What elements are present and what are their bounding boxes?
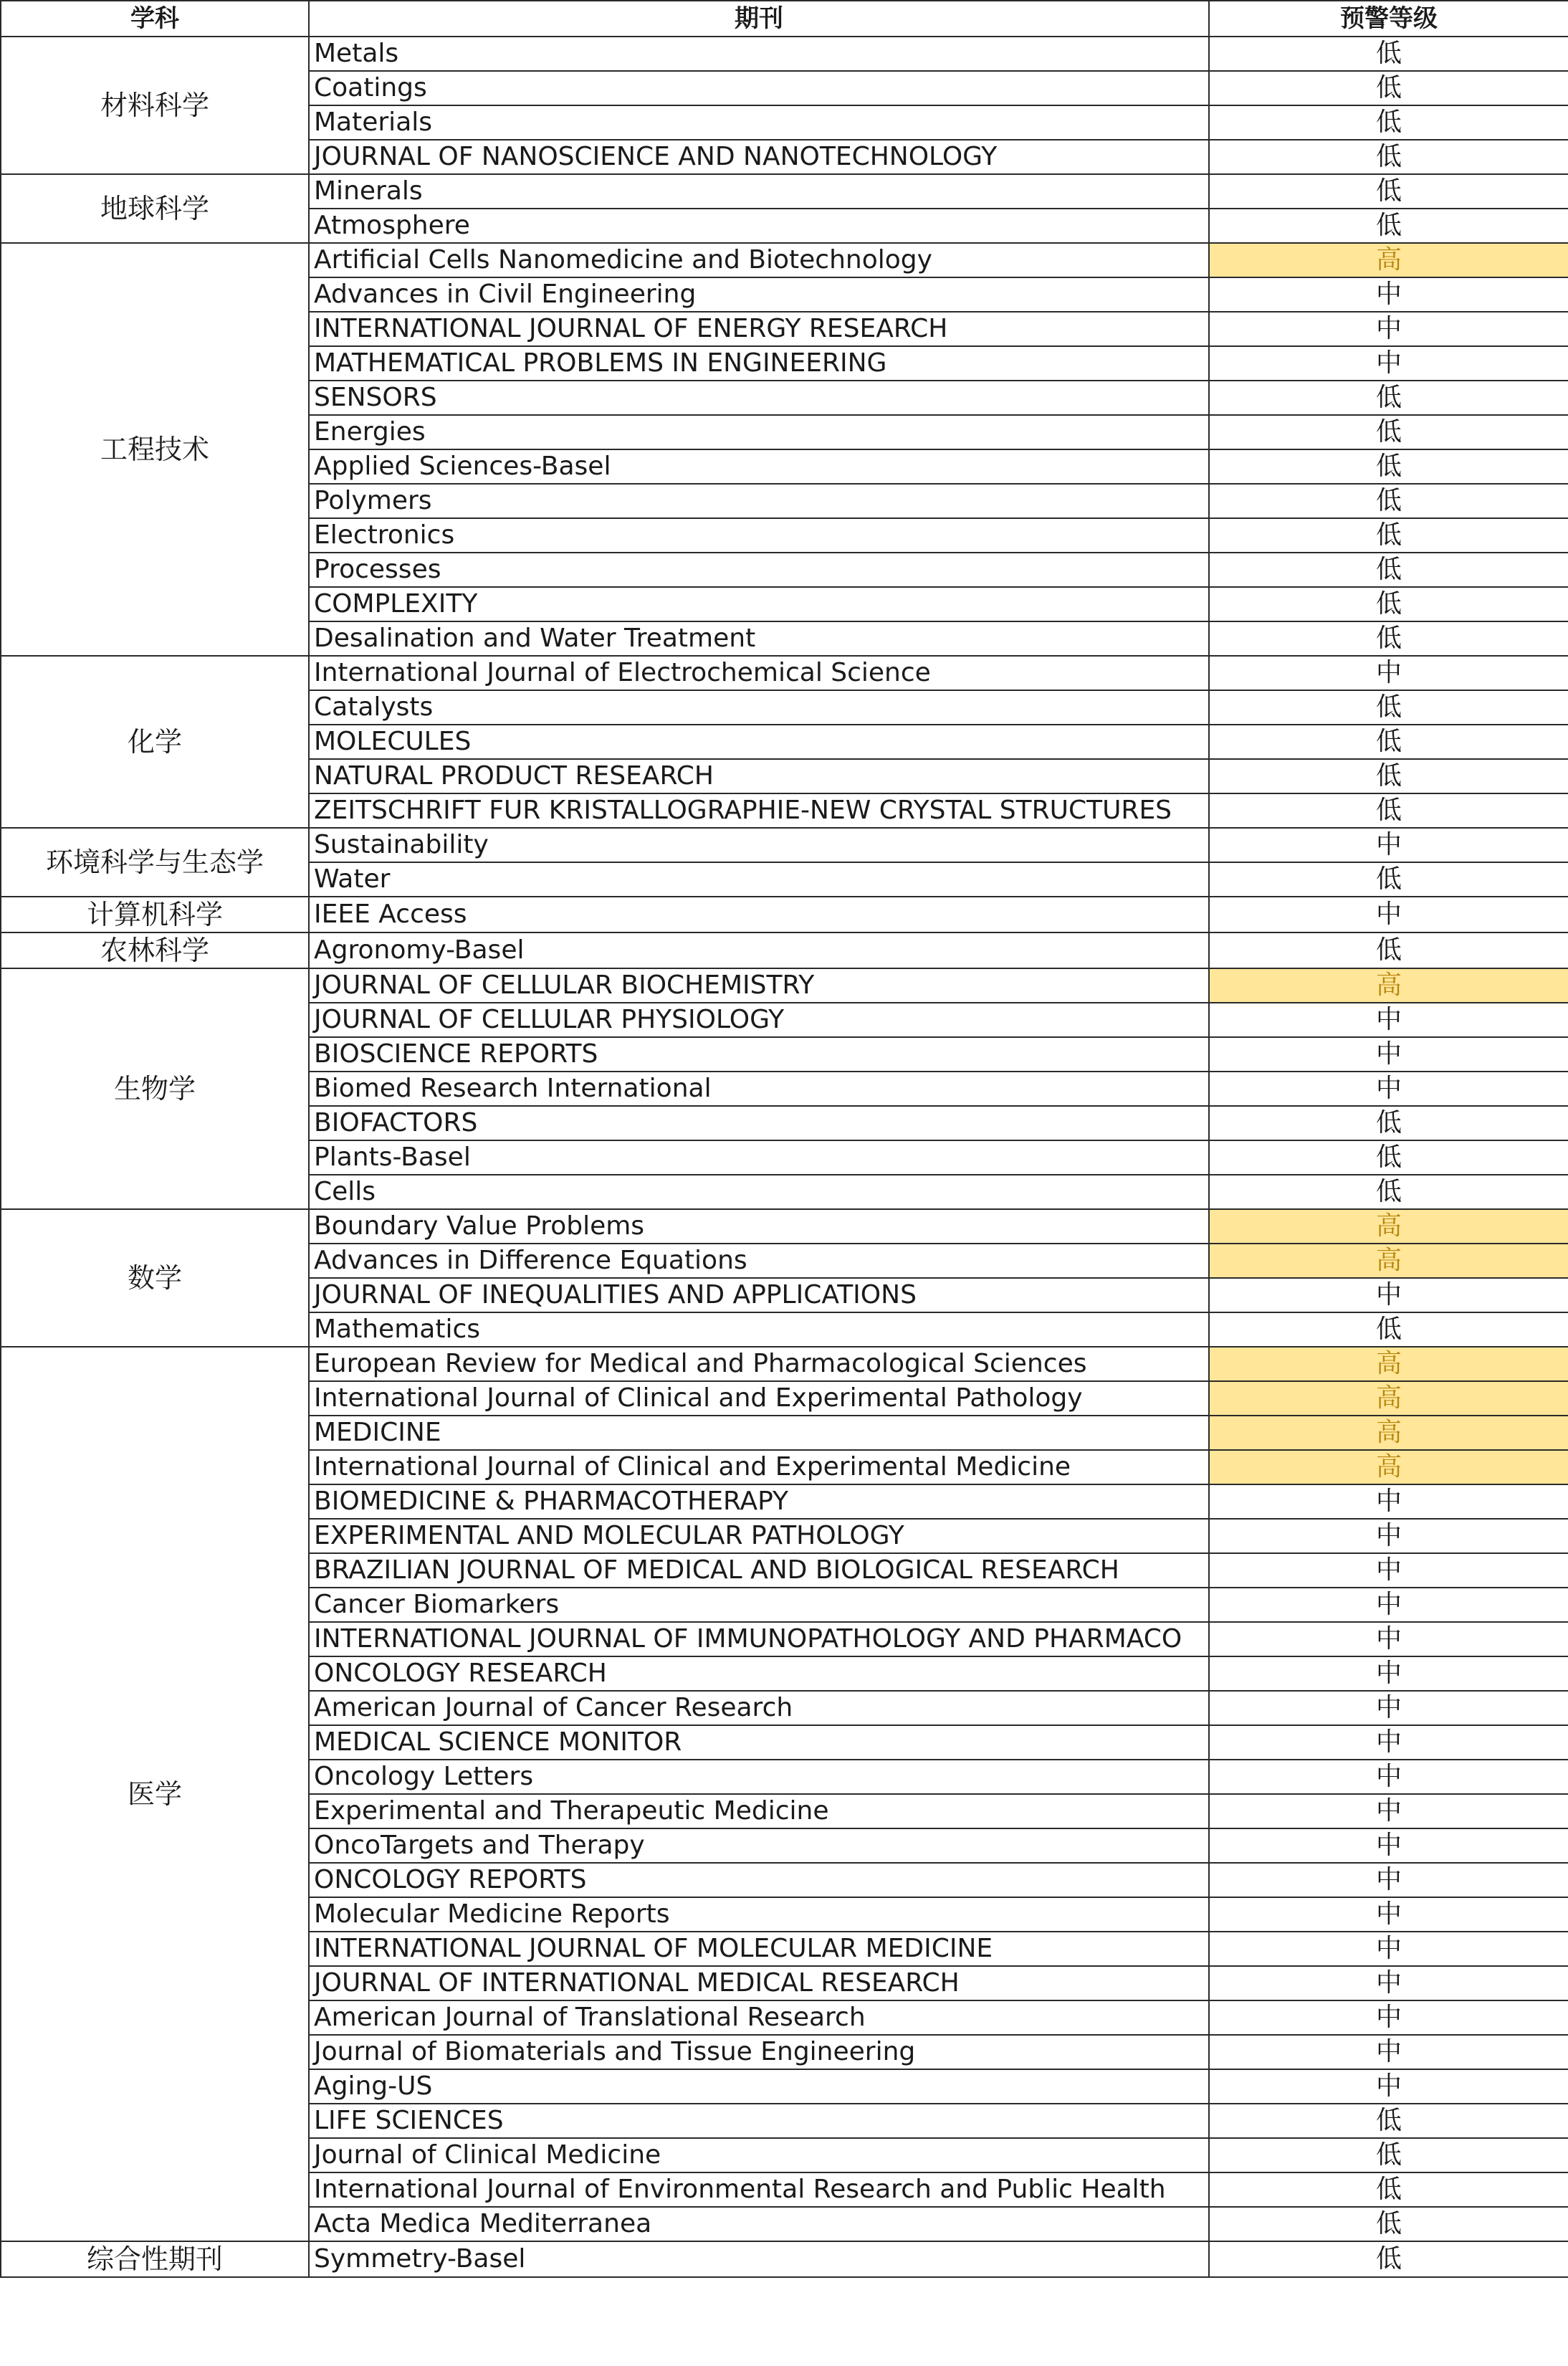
journal-cell: International Journal of Electrochemical Science: [309, 656, 1209, 690]
journal-cell: International Journal of Clinical and Experimental Pathology: [309, 1381, 1209, 1416]
journal-cell: Symmetry-Basel: [309, 2241, 1209, 2277]
journal-cell: Minerals: [309, 174, 1209, 209]
level-cell: 低: [1209, 932, 1568, 968]
journal-cell: Journal of Clinical Medicine: [309, 2138, 1209, 2172]
level-cell: 低: [1209, 71, 1568, 105]
journal-cell: Journal of Biomaterials and Tissue Engineering: [309, 2035, 1209, 2069]
journal-cell: Artificial Cells Nanomedicine and Biotechnology: [309, 243, 1209, 277]
journal-cell: Processes: [309, 553, 1209, 587]
table-row: [1, 656, 1568, 690]
journal-cell: Sustainability: [309, 828, 1209, 862]
journal-cell: Biomed Research International: [309, 1072, 1209, 1106]
level-cell-high: 高: [1209, 1244, 1568, 1278]
level-cell: 中: [1209, 1794, 1568, 1828]
level-cell-high: 高: [1209, 1209, 1568, 1244]
level-cell: 中: [1209, 2000, 1568, 2035]
header-row: [1, 1, 1568, 37]
journal-cell: INTERNATIONAL JOURNAL OF IMMUNOPATHOLOGY AND PHARMACO: [309, 1622, 1209, 1656]
header-subject: 学科: [1, 1, 309, 37]
journal-cell: JOURNAL OF INEQUALITIES AND APPLICATIONS: [309, 1278, 1209, 1312]
level-cell: 中: [1209, 1553, 1568, 1588]
level-cell: 低: [1209, 553, 1568, 587]
level-cell: 中: [1209, 1519, 1568, 1553]
journal-cell: NATURAL PRODUCT RESEARCH: [309, 759, 1209, 793]
journal-cell: International Journal of Clinical and Experimental Medicine: [309, 1450, 1209, 1484]
subject-cell: 数学: [1, 1209, 309, 1347]
level-cell: 低: [1209, 484, 1568, 518]
subject-cell: 材料科学: [1, 37, 309, 174]
journal-cell: MOLECULES: [309, 725, 1209, 759]
level-cell: 低: [1209, 2138, 1568, 2172]
level-cell: 中: [1209, 2035, 1568, 2069]
level-cell: 中: [1209, 1828, 1568, 1863]
subject-cell: 综合性期刊: [1, 2241, 309, 2277]
journal-cell: ONCOLOGY REPORTS: [309, 1863, 1209, 1897]
journal-cell: MATHEMATICAL PROBLEMS IN ENGINEERING: [309, 346, 1209, 381]
journal-cell: Desalination and Water Treatment: [309, 621, 1209, 656]
level-cell: 中: [1209, 1656, 1568, 1691]
journal-cell: Aging-US: [309, 2069, 1209, 2104]
journal-cell: BIOSCIENCE REPORTS: [309, 1037, 1209, 1072]
subject-cell: 农林科学: [1, 932, 309, 968]
journal-cell: INTERNATIONAL JOURNAL OF ENERGY RESEARCH: [309, 312, 1209, 346]
journal-cell: MEDICAL SCIENCE MONITOR: [309, 1725, 1209, 1760]
header-journal: 期刊: [309, 1, 1209, 37]
level-cell: 低: [1209, 449, 1568, 484]
level-cell: 中: [1209, 1588, 1568, 1622]
level-cell: 低: [1209, 725, 1568, 759]
level-cell: 中: [1209, 1278, 1568, 1312]
table-row: [1, 37, 1568, 71]
subject-cell: 化学: [1, 656, 309, 828]
level-cell: 中: [1209, 1622, 1568, 1656]
level-cell: 低: [1209, 621, 1568, 656]
level-cell: 低: [1209, 587, 1568, 621]
level-cell-high: 高: [1209, 243, 1568, 277]
journal-cell: JOURNAL OF CELLULAR PHYSIOLOGY: [309, 1003, 1209, 1037]
subject-cell: 工程技术: [1, 243, 309, 656]
journal-cell: Cancer Biomarkers: [309, 1588, 1209, 1622]
journal-cell: BIOMEDICINE & PHARMACOTHERAPY: [309, 1484, 1209, 1519]
table-body: [1, 37, 1568, 2277]
journal-cell: Metals: [309, 37, 1209, 71]
table-row: [1, 174, 1568, 209]
level-cell: 低: [1209, 518, 1568, 553]
journal-cell: JOURNAL OF CELLULAR BIOCHEMISTRY: [309, 968, 1209, 1003]
level-cell: 中: [1209, 1072, 1568, 1106]
journal-cell: American Journal of Cancer Research: [309, 1691, 1209, 1725]
journal-cell: Energies: [309, 415, 1209, 449]
journal-cell: Polymers: [309, 484, 1209, 518]
journal-cell: ONCOLOGY RESEARCH: [309, 1656, 1209, 1691]
journal-cell: American Journal of Translational Research: [309, 2000, 1209, 2035]
level-cell: 低: [1209, 415, 1568, 449]
journal-cell: MEDICINE: [309, 1416, 1209, 1450]
journal-cell: Water: [309, 862, 1209, 897]
level-cell: 中: [1209, 277, 1568, 312]
level-cell: 低: [1209, 2172, 1568, 2207]
level-cell: 中: [1209, 1897, 1568, 1932]
journal-cell: BIOFACTORS: [309, 1106, 1209, 1140]
table-row: [1, 2241, 1568, 2277]
journal-cell: Acta Medica Mediterranea: [309, 2207, 1209, 2241]
level-cell: 低: [1209, 174, 1568, 209]
level-cell: 低: [1209, 690, 1568, 725]
journal-cell: Mathematics: [309, 1312, 1209, 1347]
journal-cell: Electronics: [309, 518, 1209, 553]
level-cell: 低: [1209, 381, 1568, 415]
level-cell: 中: [1209, 1725, 1568, 1760]
journal-cell: International Journal of Environmental Research and Public Health: [309, 2172, 1209, 2207]
subject-cell: 地球科学: [1, 174, 309, 243]
journal-cell: COMPLEXITY: [309, 587, 1209, 621]
table-row: [1, 1209, 1568, 1244]
journal-cell: Cells: [309, 1175, 1209, 1209]
level-cell: 低: [1209, 1140, 1568, 1175]
journal-cell: Applied Sciences-Basel: [309, 449, 1209, 484]
level-cell: 中: [1209, 1003, 1568, 1037]
journal-cell: BRAZILIAN JOURNAL OF MEDICAL AND BIOLOGICAL RESEARCH: [309, 1553, 1209, 1588]
journal-cell: Agronomy-Basel: [309, 932, 1209, 968]
level-cell: 低: [1209, 1106, 1568, 1140]
level-cell: 中: [1209, 1760, 1568, 1794]
level-cell-high: 高: [1209, 1347, 1568, 1381]
journal-cell: OncoTargets and Therapy: [309, 1828, 1209, 1863]
level-cell-high: 高: [1209, 968, 1568, 1003]
subject-cell: 医学: [1, 1347, 309, 2241]
journal-cell: EXPERIMENTAL AND MOLECULAR PATHOLOGY: [309, 1519, 1209, 1553]
level-cell: 低: [1209, 209, 1568, 243]
level-cell: 低: [1209, 1175, 1568, 1209]
level-cell: 低: [1209, 2241, 1568, 2277]
level-cell: 中: [1209, 1863, 1568, 1897]
table-row: [1, 897, 1568, 932]
journal-cell: JOURNAL OF NANOSCIENCE AND NANOTECHNOLOGY: [309, 140, 1209, 174]
level-cell: 低: [1209, 759, 1568, 793]
level-cell: 低: [1209, 105, 1568, 140]
level-cell: 低: [1209, 2104, 1568, 2138]
level-cell-high: 高: [1209, 1381, 1568, 1416]
level-cell: 低: [1209, 862, 1568, 897]
level-cell: 中: [1209, 1484, 1568, 1519]
journal-cell: Materials: [309, 105, 1209, 140]
level-cell: 中: [1209, 1966, 1568, 2000]
journal-cell: JOURNAL OF INTERNATIONAL MEDICAL RESEARCH: [309, 1966, 1209, 2000]
table-row: [1, 968, 1568, 1003]
table-row: [1, 1347, 1568, 1381]
level-cell: 低: [1209, 1312, 1568, 1347]
level-cell: 中: [1209, 1932, 1568, 1966]
subject-cell: 环境科学与生态学: [1, 828, 309, 897]
table-row: [1, 243, 1568, 277]
journal-cell: IEEE Access: [309, 897, 1209, 932]
level-cell: 中: [1209, 828, 1568, 862]
level-cell: 中: [1209, 312, 1568, 346]
journal-cell: LIFE SCIENCES: [309, 2104, 1209, 2138]
level-cell: 中: [1209, 2069, 1568, 2104]
journal-cell: Oncology Letters: [309, 1760, 1209, 1794]
journal-cell: Coatings: [309, 71, 1209, 105]
level-cell: 低: [1209, 2207, 1568, 2241]
level-cell-high: 高: [1209, 1450, 1568, 1484]
table-row: [1, 828, 1568, 862]
table-row: [1, 932, 1568, 968]
subject-cell: 生物学: [1, 968, 309, 1209]
journal-cell: Plants-Basel: [309, 1140, 1209, 1175]
journal-cell: Boundary Value Problems: [309, 1209, 1209, 1244]
level-cell: 低: [1209, 793, 1568, 828]
journal-cell: INTERNATIONAL JOURNAL OF MOLECULAR MEDICINE: [309, 1932, 1209, 1966]
level-cell: 中: [1209, 1037, 1568, 1072]
subject-cell: 计算机科学: [1, 897, 309, 932]
level-cell: 低: [1209, 37, 1568, 71]
journal-cell: European Review for Medical and Pharmacological Sciences: [309, 1347, 1209, 1381]
journal-cell: Atmosphere: [309, 209, 1209, 243]
journal-cell: Experimental and Therapeutic Medicine: [309, 1794, 1209, 1828]
header-level: 预警等级: [1209, 1, 1568, 37]
level-cell: 中: [1209, 346, 1568, 381]
level-cell-high: 高: [1209, 1416, 1568, 1450]
level-cell: 中: [1209, 1691, 1568, 1725]
journal-cell: Molecular Medicine Reports: [309, 1897, 1209, 1932]
level-cell: 低: [1209, 140, 1568, 174]
journal-cell: Advances in Difference Equations: [309, 1244, 1209, 1278]
journal-cell: Advances in Civil Engineering: [309, 277, 1209, 312]
level-cell: 中: [1209, 897, 1568, 932]
journal-cell: Catalysts: [309, 690, 1209, 725]
level-cell: 中: [1209, 656, 1568, 690]
journal-cell: ZEITSCHRIFT FUR KRISTALLOGRAPHIE-NEW CRYSTAL STRUCTURES: [309, 793, 1209, 828]
journal-cell: SENSORS: [309, 381, 1209, 415]
